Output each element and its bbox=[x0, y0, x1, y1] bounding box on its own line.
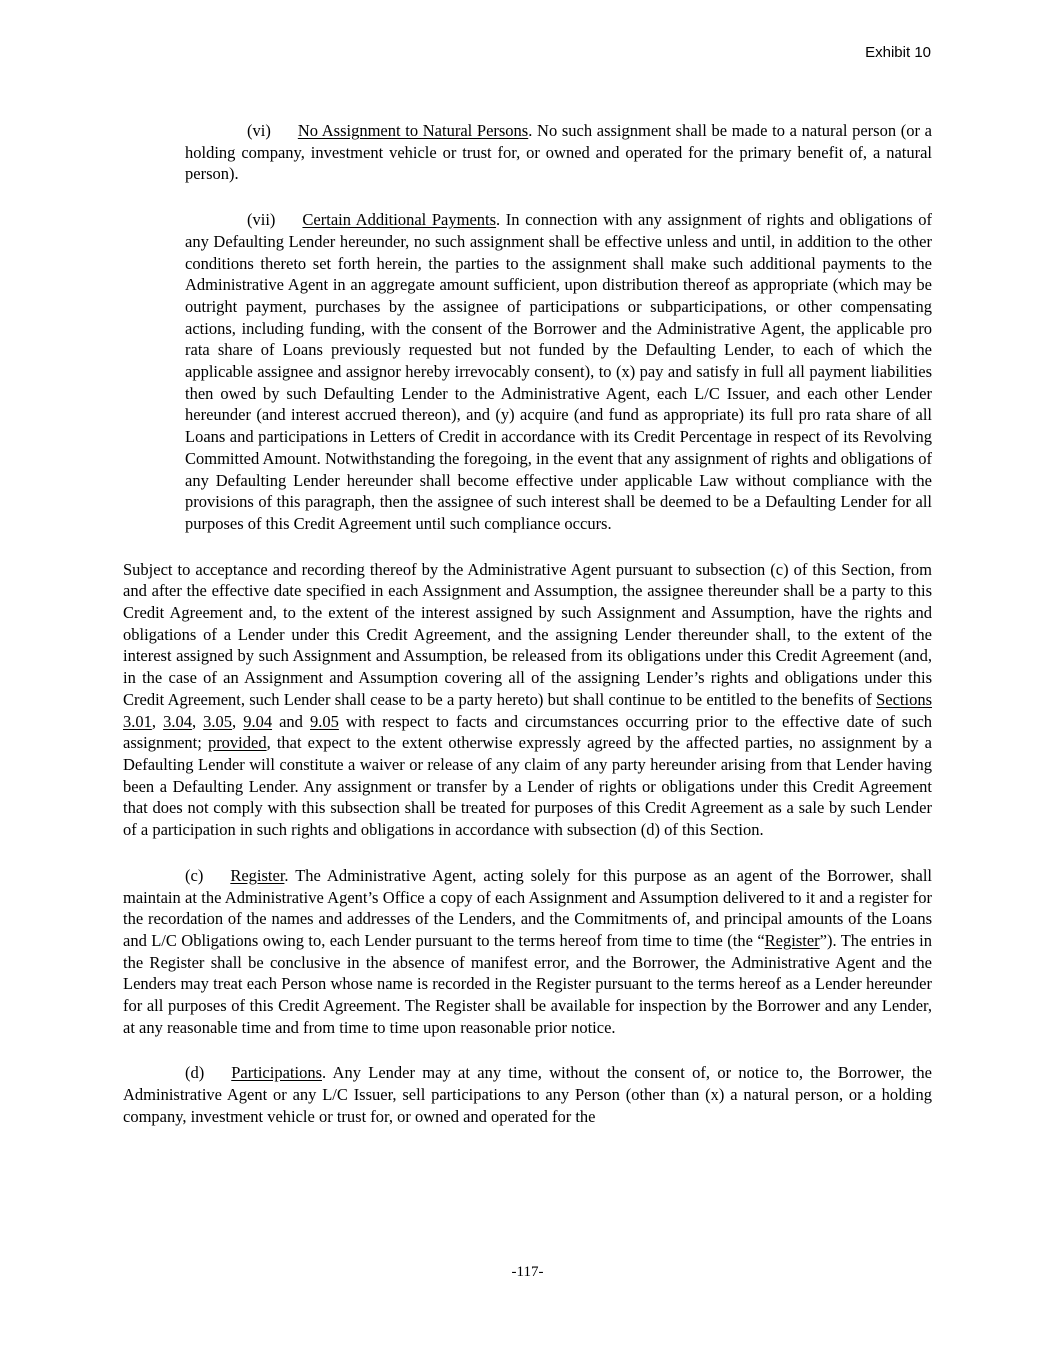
text-run: (c) bbox=[185, 865, 204, 885]
underlined-text-run: Register bbox=[764, 930, 820, 950]
text-run: , that expect to the extent otherwise expressly agreed by the affected parties, no assignment by a Defaulting Lender will constitute a waiver or release of any claim of any party hereunder arising from that Lender having been a Defaulting Lender. Any assignment or transfer by a Lender of rights or obligations under this Credit Agreement that does not comply with this subsection shall be treated for purposes of this Credit Agreement as a sale by such Lender of a participation in such rights and obligations in accordance with subsection (d) of this Section. bbox=[123, 733, 933, 840]
text-run: , bbox=[232, 711, 244, 731]
text-run: (vi) bbox=[247, 121, 271, 140]
exhibit-label: Exhibit 10 bbox=[865, 44, 931, 61]
clause-vi-no-assignment-to-natural-persons bbox=[185, 120, 932, 185]
document-body bbox=[123, 120, 932, 1152]
underlined-text-run: 3.05 bbox=[203, 711, 232, 731]
page-number: -117- bbox=[511, 1264, 544, 1280]
underlined-text-run: 9.05 bbox=[310, 711, 339, 731]
page-header bbox=[865, 44, 931, 61]
text-run: with respect to facts and circumstances occurring prior to the effective date of such assignment; bbox=[123, 711, 933, 753]
text-run: (d) bbox=[185, 1063, 205, 1083]
underlined-text-run: 3.04 bbox=[163, 711, 192, 731]
clause-d-participations bbox=[123, 1062, 932, 1127]
clause-vii-certain-additional-payments bbox=[185, 209, 932, 535]
underlined-text-run: Register bbox=[230, 865, 285, 885]
underlined-text-run: Certain Additional Payments bbox=[302, 210, 497, 230]
clause-c-register bbox=[123, 865, 932, 1039]
text-run: . The Administrative Agent, acting solely for this purpose as an agent of the Borrower, shall maintain at the Administrative Agent’s Office a copy of each Assignment and Assumption delivered to it and a register for the recordation of the names and addresses of the Lenders, and the Commitments of, and principal amounts of the Loans and L/C Obligations owing to, each Lender pursuant to the terms hereof from time to time (the “ bbox=[123, 865, 932, 950]
underlined-text-run: No Assignment to Natural Persons bbox=[297, 121, 529, 140]
text-run: . In connection with any assignment of rights and obligations of any Defaulting Lender hereunder, no such assignment shall be effective unless and until, in addition to the other conditions thereto set forth herein, the parties to the assignment shall make such additional payments to the Administrative Agent in an aggregate amount sufficient, upon distribution thereof as appropriate (which may be outright payment, purchases by the assignee of participations or subparticipations, or other compensating actions, including funding, with the consent of the Borrower and the Administrative Agent, the applicable pro rata share of Loans previously requested but not funded by the Defaulting Lender, to each of which the applicable assignee and assignor hereby irrevocably consent), to (x) pay and satisfy in full all payment liabilities then owed by such Defaulting Lender to the Administrative Agent, each L/C Issuer, and each other Lender hereunder (and interest accrued thereon), and (y) acquire (and fund as appropriate) its full pro rata share of all Loans and participations in Letters of Credit in accordance with its Credit Percentage in respect of its Revolving Committed Amount. Notwithstanding the foregoing, in the event that any assignment of rights and obligations of any Defaulting Lender hereunder shall become effective under applicable Law without compliance with the provisions of this paragraph, then the assignee of such interest shall be deemed to be a Defaulting Lender for all purposes of this Credit Agreement until such compliance occurs. bbox=[185, 210, 932, 533]
text-run: , bbox=[191, 711, 204, 731]
underlined-text-run: Sections 3.01 bbox=[123, 689, 932, 731]
underlined-text-run: 9.04 bbox=[243, 711, 273, 731]
text-run: (vii) bbox=[247, 210, 276, 230]
text-run: . No such assignment shall be made to a natural person (or a holding company, investment vehicle or trust for, or owned and operated for the primary benefit of, a natural person). bbox=[185, 121, 932, 184]
text-run: , bbox=[151, 711, 164, 731]
text-run: and bbox=[272, 711, 310, 731]
underlined-text-run: Participations bbox=[231, 1063, 322, 1083]
text-run: Subject to acceptance and recording thereof by the Administrative Agent pursuant to subsection (c) of this Section, from and after the effective date specified in each Assignment and Assumption, the assignee thereunder shall be a party to this Credit Agreement and, to the extent of the interest assigned by such Assignment and Assumption, have the rights and obligations of a Lender under this Credit Agreement, and the assigning Lender thereunder shall, to the extent of the interest assigned by such Assignment and Assumption, be released from its obligations under this Credit Agreement (and, in the case of an Assignment and Assumption covering all of the assigning Lender’s rights and obligations under this Credit Agreement, such Lender shall cease to be a party hereto) but shall continue to be entitled to the benefits of bbox=[123, 559, 932, 709]
text-run: . Any Lender may at any time, without the consent of, or notice to, the Borrower, the Administrative Agent or any L/C Issuer, sell participations to any Person (other than (x) a natural person, or a holding company, investment vehicle or trust for, or owned and operated for the bbox=[123, 1063, 932, 1126]
text-run: ”). The entries in the Register shall be conclusive in the absence of manifest error, and the Borrower, the Administrative Agent and the Lenders may treat each Person whose name is recorded in the Register pursuant to the terms hereof as a Lender hereunder for all purposes of this Credit Agreement. The Register shall be available for inspection by the Borrower and any Lender, at any reasonable time and from time to time upon reasonable prior notice. bbox=[123, 930, 932, 1037]
paragraph-subject-to-acceptance bbox=[123, 559, 932, 841]
underlined-text-run: provided bbox=[207, 733, 267, 753]
